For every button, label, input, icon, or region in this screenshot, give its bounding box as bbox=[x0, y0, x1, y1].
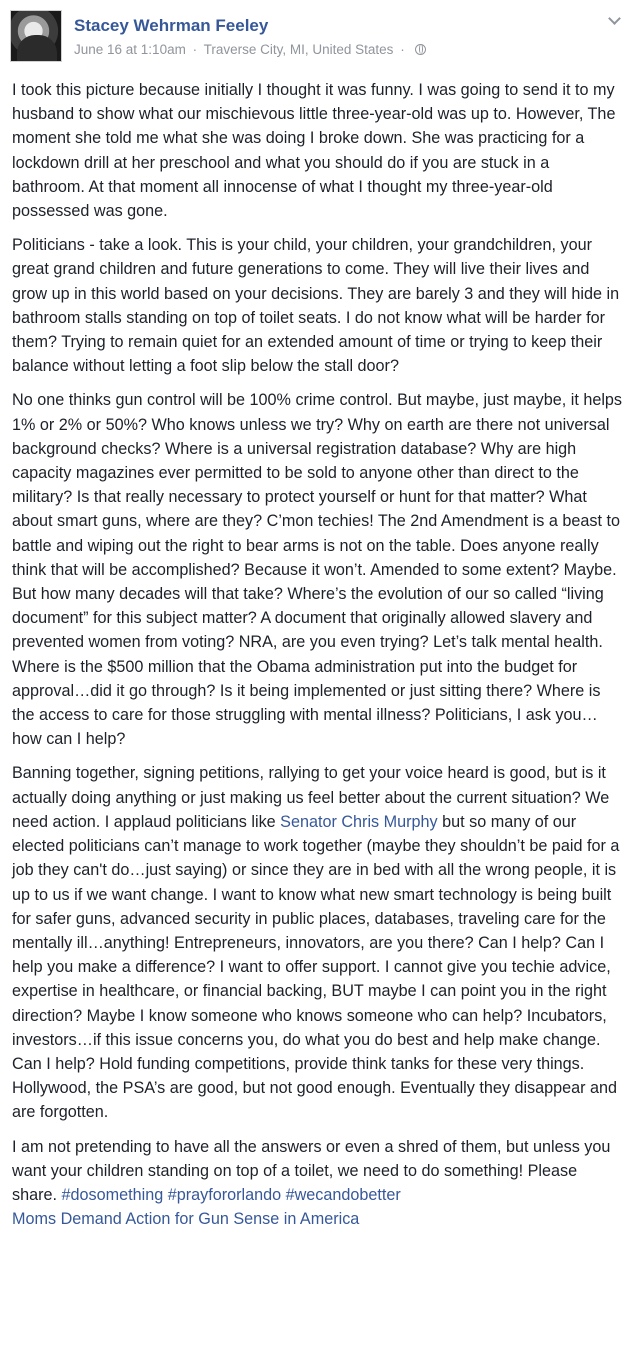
hashtag-link[interactable]: #prayfororlando bbox=[167, 1185, 282, 1204]
paragraph-text: I am not pretending to have all the answers or even a shred of them, but unless you want your children standing on top of a toilet, we need to do something! Please share. bbox=[12, 1137, 611, 1204]
post-location-link[interactable]: Traverse City, MI, United States bbox=[203, 42, 394, 57]
post-paragraph: Politicians - take a look. This is your child, your children, your grandchildren, your great grand children and future generations to come. They will live their lives and grow up in this world based on your decisions. They are barely 3 and they will hide in bathroom stalls standing on top of toilet seats. I do not know what will be harder for them? Trying to remain quiet for an extended amount of time or trying to keep their balance without letting a foot slip below the stall door? bbox=[12, 236, 620, 376]
post-paragraph: No one thinks gun control will be 100% crime control. But maybe, just maybe, it helps 1% or 2% or 50%? Who knows unless we try? Why on earth are there not universal background checks? Where is a universal registration database? Why are high capacity magazines ever permitted to be sold to anyone other than direct to the military? Is that really necessary to protect yourself or hunt for that matter? What about smart guns, where are they? C’mon techies! The 2nd Amendment is a beast to battle and wiping out the right to bear arms is not on the table. Does anyone really think that will be accomplished? Because it won’t. Amended to some extent? Maybe. But how many decades will that take? Where’s the evolution of our so called “living document” for this subject matter? A document that originally allowed slavery and prevented women from voting? NRA, are you even trying? Let’s talk mental health. Where is the $500 million that the Obama administration put into the budget for approval…did it go through? Is it being implemented or just sitting there? Where is the access to care for those struggling with mental illness? Politicians, I ask you…how can I help? bbox=[12, 391, 623, 749]
hashtag-link[interactable]: #dosomething bbox=[61, 1185, 164, 1204]
post-header bbox=[10, 8, 624, 60]
chevron-down-icon[interactable] bbox=[608, 14, 622, 24]
meta-separator: · bbox=[400, 42, 405, 57]
paragraph-text: Banning together, signing petitions, rallying to get your voice heard is good, but is it actually doing anything or just making us feel better about the current situation? We need action. I applaud politicians like bbox=[12, 764, 610, 831]
post-timestamp-link[interactable]: June 16 at 1:10am bbox=[74, 42, 186, 57]
post-body bbox=[12, 78, 624, 1241]
globe-icon[interactable] bbox=[415, 44, 426, 55]
hashtag-link[interactable]: #wecandobetter bbox=[285, 1185, 401, 1204]
post-paragraph: I took this picture because initially I thought it was funny. I was going to send it to my husband to show what our mischievous little three-year-old was up to. However, The moment she told me what she was doing I broke down. She was practicing for a lockdown drill at her preschool and what you should do if you are stuck in a bathroom. At that moment all innocense of what I thought my three-year-old possessed was gone. bbox=[12, 81, 616, 221]
post-meta bbox=[74, 42, 426, 57]
post-paragraph bbox=[12, 1135, 624, 1232]
senator-chris-murphy-link[interactable]: Senator Chris Murphy bbox=[280, 812, 438, 831]
author-avatar[interactable] bbox=[10, 10, 62, 62]
author-name-link[interactable]: Stacey Wehrman Feeley bbox=[74, 16, 269, 35]
post-paragraph bbox=[12, 761, 624, 1124]
page-link[interactable]: Moms Demand Action for Gun Sense in America bbox=[12, 1210, 360, 1229]
paragraph-text: but so many of our elected politicians can’t manage to work together (maybe they shouldn’t be paid for a job they can't do…just saying) or since they are in bed with all the wrong people, it is up to us if we want change. I want to know what new smart technology is being built for safer guns, advanced security in public places, databases, traveling care for the mentally ill…anything! Entrepreneurs, innovators, are you there? Can I help? Can I help you make a difference? I want to offer support. I cannot give you techie advice, expertise in healthcare, or financial backing, BUT maybe I can point you in the right direction? Maybe I know someone who knows someone who can help? Incubators, investors…if this issue concerns you, do what you do best and help make change. Can I help? Hold funding competitions, provide think tanks for these very things. Hollywood, the PSA’s are good, but not good enough. Eventually they disappear and are forgotten. bbox=[12, 812, 620, 1122]
meta-separator: · bbox=[192, 42, 198, 57]
